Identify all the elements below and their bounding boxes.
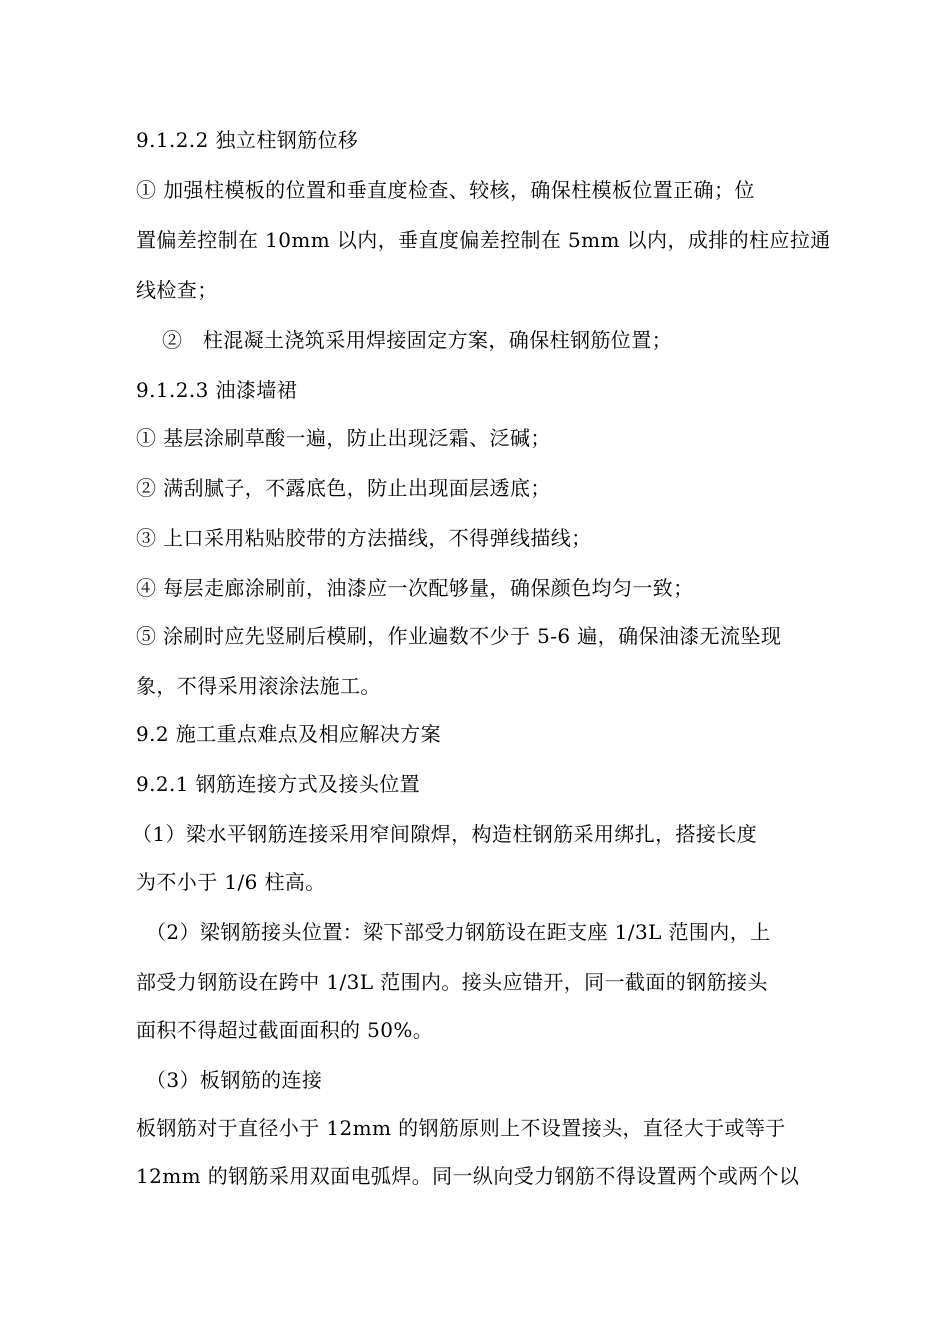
text-line: 置偏差控制在 10mm 以内，垂直度偏差控制在 5mm 以内，成排的柱应拉通 [136, 228, 831, 252]
heading-9-2-1: 9.2.1 钢筋连接方式及接头位置 [136, 772, 421, 796]
text-line: 线检查； [136, 278, 218, 302]
text-line: 板钢筋对于直径小于 12mm 的钢筋原则上不设置接头，直径大于或等于 [136, 1116, 786, 1140]
heading-9-1-2-2: 9.1.2.2 独立柱钢筋位移 [136, 128, 359, 152]
text-line: （2）梁钢筋接头位置：梁下部受力钢筋设在距支座 1/3L 范围内，上 [146, 920, 771, 944]
text-line: ② 柱混凝土浇筑采用焊接固定方案，确保柱钢筋位置； [162, 328, 672, 352]
text-line: ① 基层涂刷草酸一遍，防止出现泛霜、泛碱； [136, 426, 551, 450]
heading-9-1-2-3: 9.1.2.3 油漆墙裙 [136, 378, 298, 402]
text-line: （1）梁水平钢筋连接采用窄间隙焊，构造柱钢筋采用绑扎，搭接长度 [132, 822, 758, 846]
heading-9-2: 9.2 施工重点难点及相应解决方案 [136, 722, 441, 746]
text-line: 为不小于 1/6 柱高。 [136, 870, 326, 894]
text-line: ⑤ 涂刷时应先竖刷后模刷，作业遍数不少于 5-6 遍，确保油漆无流坠现 [136, 624, 782, 648]
text-line: （3）板钢筋的连接 [146, 1068, 323, 1092]
text-line: 面积不得超过截面面积的 50%。 [136, 1018, 434, 1042]
text-line: 部受力钢筋设在跨中 1/3L 范围内。接头应错开，同一截面的钢筋接头 [136, 970, 768, 994]
text-line: ③ 上口采用粘贴胶带的方法描线，不得弹线描线； [136, 526, 592, 550]
text-line: ④ 每层走廊涂刷前，油漆应一次配够量，确保颜色均匀一致； [136, 576, 694, 600]
text-line: ① 加强柱模板的位置和垂直度检查、较核，确保柱模板位置正确；位 [136, 178, 755, 202]
text-line: 12mm 的钢筋采用双面电弧焊。同一纵向受力钢筋不得设置两个或两个以 [136, 1164, 800, 1188]
text-line: 象，不得采用滚涂法施工。 [136, 674, 381, 698]
text-line: ② 满刮腻子，不露底色，防止出现面层透底； [136, 476, 551, 500]
